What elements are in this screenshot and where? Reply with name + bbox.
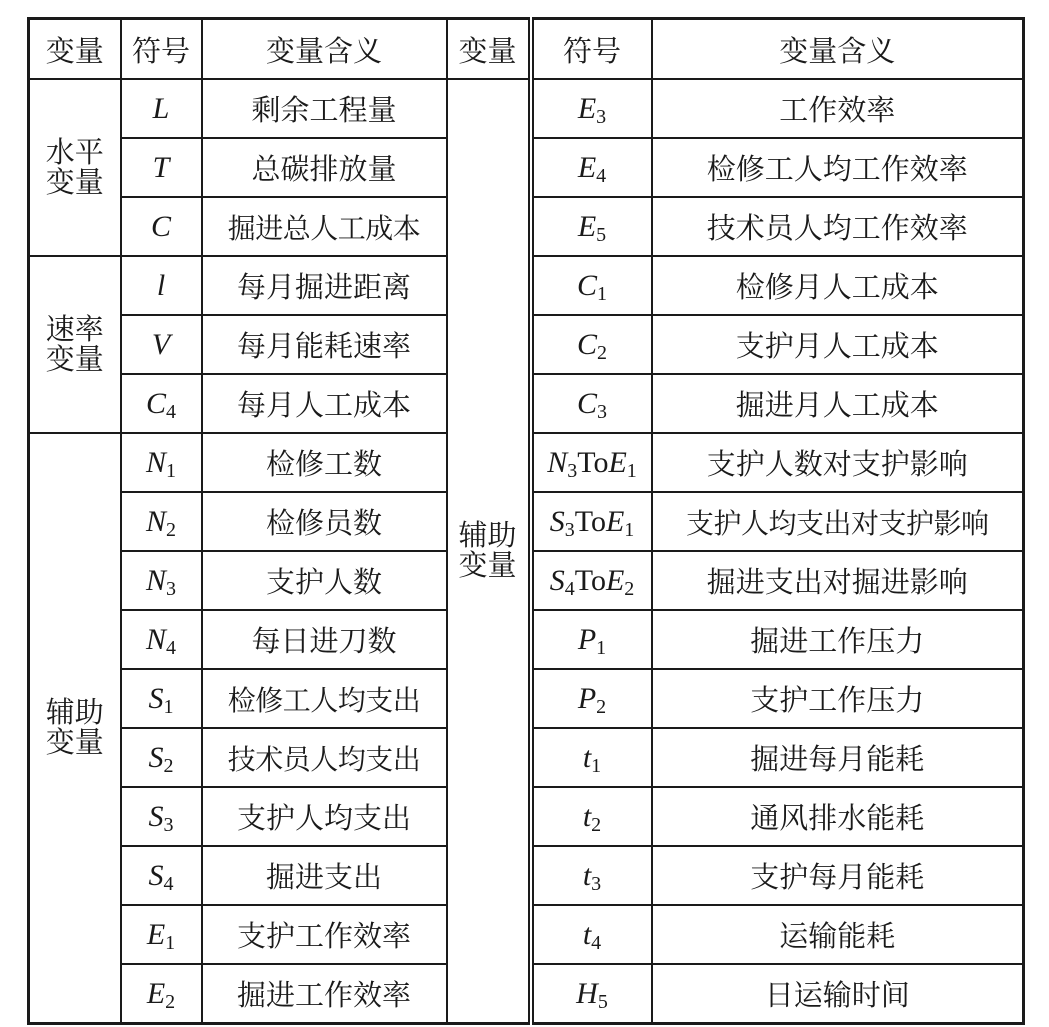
header-meaning-2: 变量含义 [652,19,1024,80]
symbol-cell: l [121,256,202,315]
symbol-cell: $P_2$ [531,669,652,728]
header-symbol-2: 符号 [531,19,652,80]
symbol-cell: $N_3$ [121,551,202,610]
meaning-cell: 剩余工程量 [202,79,447,138]
symbol-cell: $S_4$ [121,846,202,905]
header-symbol: 符号 [121,19,202,80]
symbol-cell: $E_2$ [121,964,202,1024]
group-auxiliary-variables-left: 辅助变量 [29,433,121,1024]
symbol-cell: V [121,315,202,374]
header-meaning: 变量含义 [202,19,447,80]
header-variable-2: 变量 [447,19,531,80]
symbol-cell: $H_5$ [531,964,652,1024]
meaning-cell: 每月人工成本 [202,374,447,433]
symbol-cell: $C_4$ [121,374,202,433]
meaning-cell: 支护人均支出 [202,787,447,846]
meaning-cell: 支护人数对支护影响 [652,433,1024,492]
symbol-cell: $S_1$ [121,669,202,728]
symbol-cell: L [121,79,202,138]
group-level-variables: 水平变量 [29,79,121,256]
header-variable: 变量 [29,19,121,80]
symbol-cell: $t_4$ [531,905,652,964]
symbol-cell: T [121,138,202,197]
meaning-cell: 技术员人均工作效率 [652,197,1024,256]
meaning-cell: 日运输时间 [652,964,1024,1024]
meaning-cell: 通风排水能耗 [652,787,1024,846]
meaning-cell: 掘进每月能耗 [652,728,1024,787]
meaning-cell: 支护人数 [202,551,447,610]
meaning-cell: 技术员人均支出 [202,728,447,787]
header-row [29,19,1024,80]
meaning-cell: 每日进刀数 [202,610,447,669]
meaning-cell: 掘进月人工成本 [652,374,1024,433]
group-rate-variables: 速率变量 [29,256,121,433]
meaning-cell: 总碳排放量 [202,138,447,197]
meaning-cell: 掘进总人工成本 [202,197,447,256]
symbol-cell: $C_1$ [531,256,652,315]
symbol-cell: $N_3ToE_1$ [531,433,652,492]
variable-table [27,17,1025,1025]
symbol-cell: $S_3ToE_1$ [531,492,652,551]
meaning-cell: 检修工人均支出 [202,669,447,728]
group-auxiliary-variables-right: 辅助变量 [447,79,531,1024]
symbol-cell: $N_1$ [121,433,202,492]
table-row [29,79,1024,138]
meaning-cell: 检修工人均工作效率 [652,138,1024,197]
symbol-cell: $E_5$ [531,197,652,256]
meaning-cell: 掘进支出 [202,846,447,905]
meaning-cell: 掘进支出对掘进影响 [652,551,1024,610]
meaning-cell: 掘进工作压力 [652,610,1024,669]
meaning-cell: 每月掘进距离 [202,256,447,315]
meaning-cell: 运输能耗 [652,905,1024,964]
symbol-cell: $N_4$ [121,610,202,669]
meaning-cell: 支护工作压力 [652,669,1024,728]
symbol-cell: $E_3$ [531,79,652,138]
symbol-cell: C [121,197,202,256]
meaning-cell: 支护每月能耗 [652,846,1024,905]
symbol-cell: $E_4$ [531,138,652,197]
meaning-cell: 工作效率 [652,79,1024,138]
symbol-cell: $E_1$ [121,905,202,964]
symbol-cell: $P_1$ [531,610,652,669]
symbol-cell: $C_2$ [531,315,652,374]
meaning-cell: 掘进工作效率 [202,964,447,1024]
symbol-cell: $C_3$ [531,374,652,433]
meaning-cell: 检修员数 [202,492,447,551]
meaning-cell: 支护人均支出对支护影响 [652,492,1024,551]
meaning-cell: 检修工数 [202,433,447,492]
meaning-cell: 支护月人工成本 [652,315,1024,374]
symbol-cell: $t_2$ [531,787,652,846]
symbol-cell: $S_2$ [121,728,202,787]
meaning-cell: 每月能耗速率 [202,315,447,374]
symbol-cell: $t_1$ [531,728,652,787]
meaning-cell: 检修月人工成本 [652,256,1024,315]
symbol-cell: $S_4ToE_2$ [531,551,652,610]
symbol-cell: $N_2$ [121,492,202,551]
symbol-cell: $t_3$ [531,846,652,905]
symbol-cell: $S_3$ [121,787,202,846]
meaning-cell: 支护工作效率 [202,905,447,964]
